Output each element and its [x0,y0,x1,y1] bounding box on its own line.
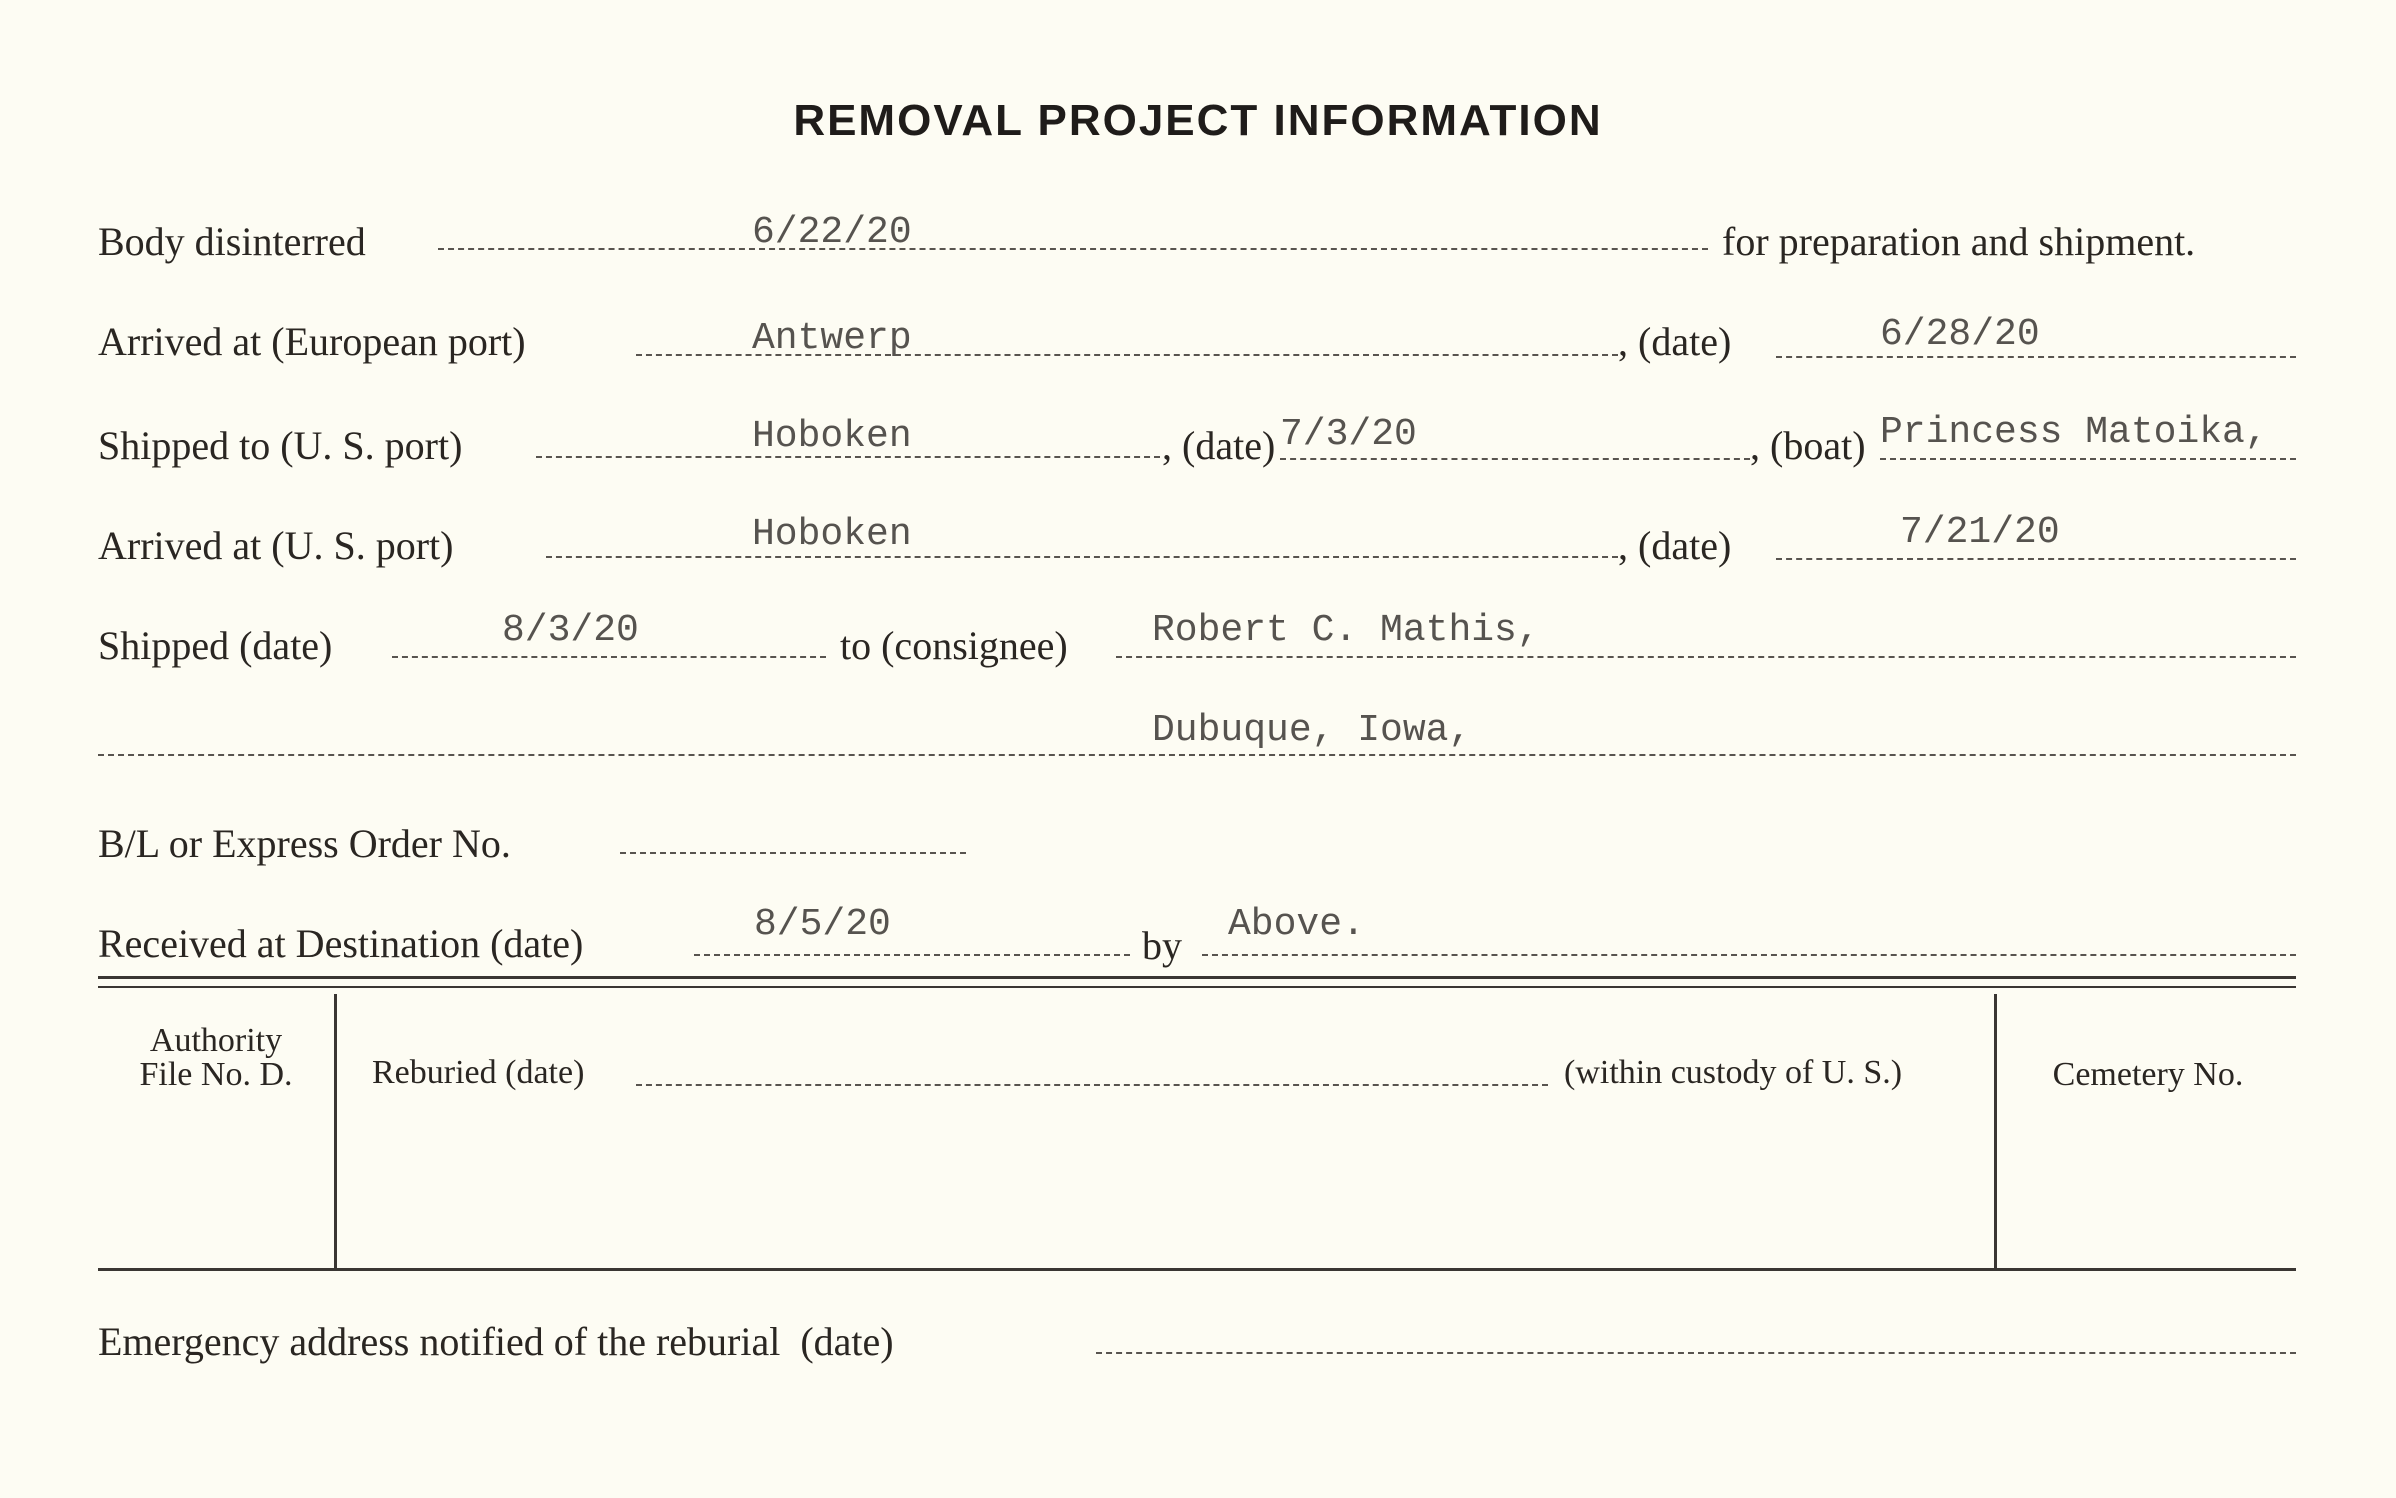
arrived-us-label: Arrived at (U. S. port) [98,523,454,568]
received-date: 8/5/20 [754,903,891,946]
emergency-line [1096,1352,2296,1354]
authority-label-line1: Authority [149,1022,283,1059]
authority-column-divider [334,994,337,1268]
arrived-european-date-line [1776,356,2296,358]
arrived-european-port: Antwerp [752,317,912,360]
received-by: Above. [1228,903,1365,946]
consignee-line [1116,656,2296,658]
body-disinterred-label: Body disinterred [98,219,366,264]
shipped-us-label: Shipped to (U. S. port) [98,423,463,468]
shipped-us-port: Hoboken [752,415,912,458]
authority-label-line2: File No. D. [139,1056,293,1093]
received-by-line [1202,954,2296,956]
shipped-date: 8/3/20 [502,609,639,652]
emergency-label: Emergency address notified of the reburial (date) [98,1319,894,1364]
arrived-us-date-line [1776,558,2296,560]
body-disinterred-line [438,248,1708,250]
section-divider-top [98,976,2296,979]
consignee-name: Robert C. Mathis, [1152,609,1540,652]
reburied-suffix: (within custody of U. S.) [1564,1054,1903,1091]
arrived-european-label: Arrived at (European port) [98,319,526,364]
shipped-us-boat-label: , (boat) [1750,423,1866,468]
body-disinterred-date: 6/22/20 [752,211,912,254]
card-title: REMOVAL PROJECT INFORMATION [793,96,1603,145]
received-date-line [694,954,1130,956]
arrived-european-date-label: , (date) [1618,319,1732,364]
consignee-address: Dubuque, Iowa, [1152,709,1472,752]
body-disinterred-suffix: for preparation and shipment. [1722,219,2196,264]
shipped-date-line [392,656,826,658]
arrived-us-port-line [546,556,1618,558]
cemetery-label: Cemetery No. [2052,1056,2244,1093]
arrived-european-date: 6/28/20 [1880,313,2040,356]
shipped-us-boat: Princess Matoika, [1880,411,2268,454]
arrived-us-date-label: , (date) [1618,523,1732,568]
shipped-us-boat-line [1880,458,2296,460]
arrived-us-date: 7/21/20 [1900,511,2060,554]
bl-order-label: B/L or Express Order No. [98,821,511,866]
received-label: Received at Destination (date) [98,921,584,966]
section-divider-bottom [98,986,2296,988]
shipped-us-date: 7/3/20 [1280,413,1417,456]
shipped-us-date-line [1280,458,1750,460]
cemetery-column-divider [1994,994,1997,1268]
arrived-us-port: Hoboken [752,513,912,556]
bl-order-line [620,852,966,854]
received-by-label: by [1142,923,1182,968]
consignee-address-line [98,754,2296,756]
lower-box-bottom-rule [98,1268,2296,1271]
reburied-label: Reburied (date) [372,1054,585,1091]
consignee-label: to (consignee) [840,623,1068,668]
reburied-line [636,1084,1548,1086]
shipped-us-date-label: , (date) [1162,423,1276,468]
shipped-label: Shipped (date) [98,623,333,668]
